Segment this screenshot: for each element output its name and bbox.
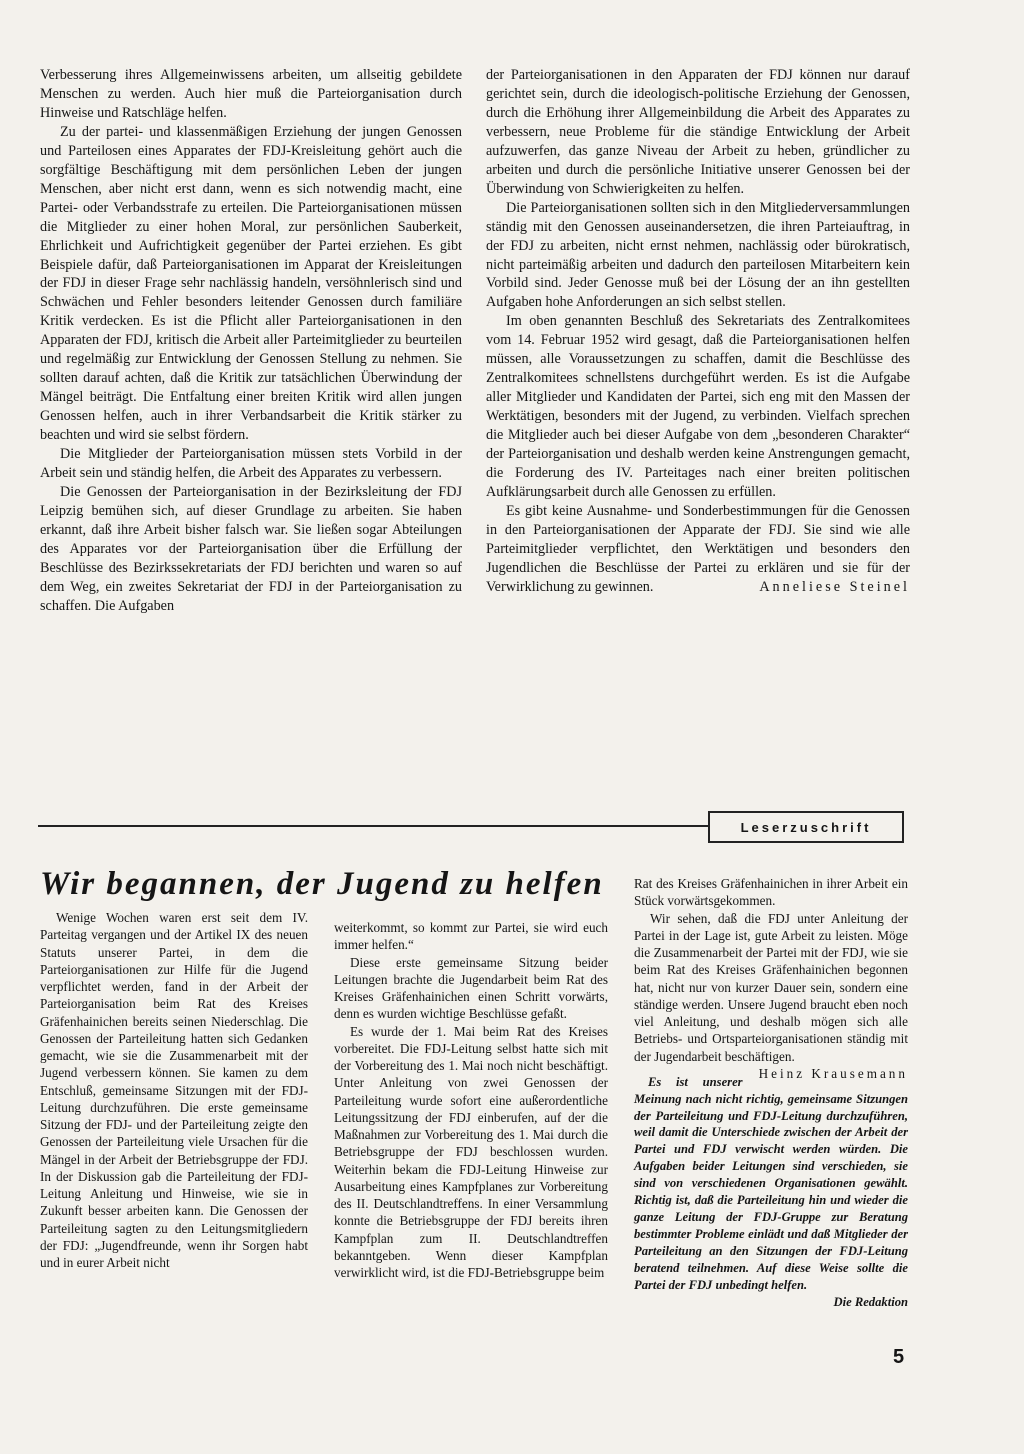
- letter-column-2: [334, 919, 608, 1281]
- paragraph: weiterkommt, so kommt zur Partei, sie wird euch immer helfen.“: [334, 920, 608, 953]
- paragraph: Verbesserung ihres Allgemeinwissens arbeiten, um allseitig gebildete Menschen zu werden. Auch hier muß die Parteiorganisation durch Hinweise und Ratschläge helfen.: [40, 67, 462, 121]
- paragraph: Rat des Kreises Gräfenhainichen in ihrer Arbeit ein Stück vorwärtsgekommen.: [634, 876, 908, 909]
- paragraph-text: Wir sehen, daß die FDJ unter Anleitung der Partei in der Lage ist, gute Arbeit zu leisten. Möge die Zusammenarbeit der Partei mit der FDJ, wie sie beim Rat des Kreises Gräfenhainichen begonnen hat, nicht nur von kurzer Dauer sein, sondern eine ständige werden. Unsere Jugend braucht eben noch viel Anleitung, und deshalb mögen sich alle Betriebs- und Ortsparteiorganisationen ständig mit der Jugendarbeit beschäftigen.: [634, 910, 908, 1064]
- section-label: Leserzuschrift: [740, 819, 872, 835]
- author-signature: Anneliese Steinel: [759, 578, 910, 595]
- paragraph: Es wurde der 1. Mai beim Rat des Kreises vorbereitet. Die FDJ-Leitung selbst hatte sich mit der Vorbereitung des 1. Mai noch nicht beschäftigt. Unter Anleitung von zwei Genossen der Parteileitung wurde sofort eine außerordentliche Leitungssitzung der FDJ einberufen, auf der die Maßnahmen zur Vorbereitung des 1. Mai durch die Betriebsgruppe der FDJ beschlossen wurden. Weiterhin bekam die FDJ-Leitung Hinweise zur Ausarbeitung eines Kampfplanes zur Vorbereitung des II. Deutschlandtreffens. In einer Versammlung konnte die Betriebsgruppe der FDJ bereits ihren Kampfplan zum II. Deutschlandtreffen bekanntgeben. Wenn dieser Kampfplan verwirklicht wird, ist die FDJ-Betriebsgruppe beim: [334, 1023, 608, 1280]
- editor-note: [634, 1074, 908, 1294]
- paragraph: Im oben genannten Beschluß des Sekretariats des Zentralkomitees vom 14. Februar 1952 wird gesagt, daß die Parteiorganisationen helfen müssen, alle Voraussetzungen zu schaffen, damit die Beschlüsse des Zentralkomitees schnellstens durchgeführt werden. Es ist die Aufgabe aller Mitglieder und Kandidaten der Partei, sich eng mit den Massen der Werktätigen, besonders mit der Jugend, zu verbinden. Vielfach sprechen die Mitglieder auch bei dieser Aufgabe von dem „besonderen Charakter“ der Parteiorganisation und deshalb werden keine Anstrengungen gemacht, die Forderung des IV. Parteitages nach einer breiten politischen Aufklärungsarbeit durch alle Genossen zu erfüllen.: [486, 313, 910, 500]
- letter-column-3: [634, 875, 908, 1311]
- section-rule: [38, 825, 708, 827]
- paragraph-text: Es gibt keine Ausnahme- und Sonderbestimmungen für die Genossen in den Parteiorganisationen der Apparate der FDJ. Sie sind wie alle Parteimitglieder verpflichtet, den Werktätigen und besonders den Jugendlichen die Beschlüsse der Partei zu erklären und sie für der Verwirklichung zu gewinnen.: [486, 502, 910, 595]
- paragraph: Wenige Wochen waren erst seit dem IV. Parteitag vergangen und der Artikel IX des neuen Statuts unserer Partei, in dem die Parteiorganisationen zur Hilfe für die Jugend verpflichtet werden, fand in der Arbeit der Parteiorganisation beim Rat des Kreises Gräfenhainichen bereits seinen Niederschlag. Die Genossen der Parteileitung hatten sich Gedanken gemacht, wie sie die Zusammenarbeit mit der Jugend verbessern können. Sie kamen zu dem Entschluß, gemeinsame Sitzungen mit der FDJ-Leitung durchzuführen. Die erste gemeinsame Sitzung der FDJ- und der Parteileitung zeigte den Genossen der Parteileitung viele Ursachen für die Mängel in der Arbeit der Betriebsgruppe der FDJ. In der Diskussion gab die Parteileitung der FDJ-Leitung Anleitung und Hinweise, wie sie in Zukunft besser arbeiten kann. Die Genossen der Parteileitung sagten zu den Leitungsmitgliedern der FDJ: „Jugendfreunde, wenn ihr Sorgen habt und in eurer Arbeit nicht: [40, 910, 308, 1270]
- article-column-right: [486, 66, 910, 597]
- paragraph: der Parteiorganisationen in den Apparaten der FDJ können nur darauf gerichtet sein, durch die ideologisch-politische Erziehung der Genossen, durch die Erhöhung ihrer Allgemeinbildung die Arbeit des Apparates zu verbessern, neue Probleme für die ständige Entwicklung der Arbeit aufzuwerfen, das ganze Niveau der Arbeit zu heben, gründlicher zu arbeiten und durch die persönliche Initiative unserer Genossen bei der Überwindung von Schwierigkeiten zu helfen.: [486, 67, 910, 197]
- letter-column-1: [40, 909, 308, 1271]
- editor-note-text: Es ist unserer Meinung nach nicht richtig, gemeinsame Sitzungen der Parteileitung und FDJ-Leitung durchzuführen, weil damit die Unterschiede zwischen der Arbeit der Partei und FDJ verwischt werden würden. Die Aufgaben beider Leitungen sind verschieden, sie sind von verschiedenen Organisationen gewählt. Richtig ist, daß die Parteileitung hin und wieder die ganze Leitung der FDJ-Gruppe zur Beratung bestimmter Probleme einlädt und daß Mitglieder der Parteileitung an den Sitzungen der FDJ-Leitung beratend teilnehmen. Auf diese Weise sollte die Partei der FDJ unbedingt helfen.: [634, 1074, 908, 1292]
- paragraph: Die Mitglieder der Parteiorganisation müssen stets Vorbild in der Arbeit sein und ständig helfen, die Arbeit des Apparates zu verbessern.: [40, 446, 462, 482]
- paragraph-with-author: [634, 910, 908, 1081]
- article-headline: Wir begannen, der Jugend zu helfen: [40, 866, 604, 902]
- paragraph: Die Genossen der Parteiorganisation in der Bezirksleitung der FDJ Leipzig bemühen sich, auf dieser Grundlage zu arbeiten. Sie haben erkannt, daß ihre Arbeit bisher falsch war. Sie ließen sogar Abteilungen des Apparates vor der Parteiorganisation über die Erfüllung der Beschlüsse des Bezirkssekretariats der FDJ berichten und waren so auf dem Weg, ein zweites Sekretariat der FDJ in der Parteiorganisation zu schaffen. Die Aufgaben: [40, 483, 462, 614]
- section-label-box: [708, 811, 904, 843]
- article-column-left: [40, 66, 462, 616]
- author-signature: Heinz Krausemann: [758, 1065, 908, 1081]
- paragraph: Diese erste gemeinsame Sitzung beider Leitungen brachte die Jugendarbeit beim Rat des Kreises Gräfenhainichen einen Schritt vorwärts, denn es wurden wichtige Beschlüsse gefaßt.: [334, 954, 608, 1022]
- paragraph: Zu der partei- und klassenmäßigen Erziehung der jungen Genossen und Parteilosen eines Apparates der FDJ-Kreisleitung gehört auch die sorgfältige Beschäftigung mit dem persönlichen Leben der jungen Menschen, aber nicht erst dann, wenn es sich notwendig macht, eine Partei- oder Verbandsstrafe zu erteilen. Die Parteiorganisationen müssen die Mitglieder zu einer hohen Moral, zur persönlichen Sauberkeit, Ehrlichkeit und Aufrichtigkeit gegenüber der Partei erziehen. Es gibt Beispiele dafür, daß Parteiorganisationen im Apparat der Kreisleitungen der FDJ in dieser Frage sehr nachlässig handeln, versöhnlerisch sind und Schwächen und Fehler besonders leitender Genossen durch familiäre Kritik verdecken. Es ist die Pflicht aller Parteiorganisationen in den Apparaten der FDJ, kritisch die Arbeit aller Parteimitglieder zu beurteilen und regelmäßig zur Entwicklung der Genossen Stellung zu nehmen. Sie sollten darauf achten, daß die Kritik zur tatsächlichen Überwindung der Mängel beiträgt. Die Entfaltung einer breiten Kritik wird allen jungen Genossen helfen, auch in ihrer Verbandsarbeit die Kritik stärker zu beachten und wird sie selbst fördern.: [40, 123, 462, 444]
- editor-signature: Die Redaktion: [833, 1294, 908, 1309]
- page-number: 5: [893, 1346, 905, 1368]
- paragraph: Die Parteiorganisationen sollten sich in den Mitgliederversammlungen ständig mit den Genossen auseinandersetzen, die ihren Parteiauftrag, in der FDJ zu arbeiten, nicht ernst nehmen, nachlässig oder bürokratisch, nicht parteimäßig arbeiten und dadurch den parteilosen Mitarbeitern kein Vorbild sind. Jeder Genosse muß bei der Lösung der an ihn gestellten Aufgaben hohe Anforderungen an sich selbst stellen.: [486, 199, 910, 311]
- paragraph-with-author: [486, 502, 910, 597]
